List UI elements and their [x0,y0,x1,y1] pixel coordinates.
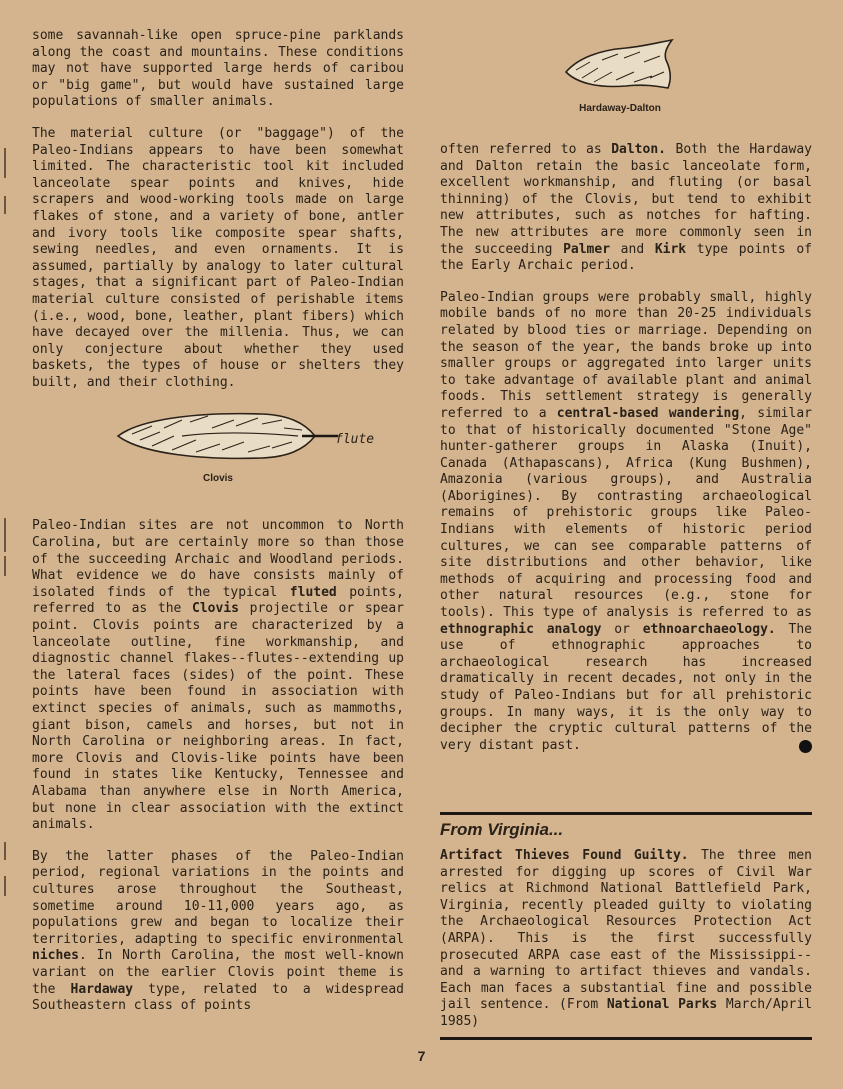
paragraph: Artifact Thieves Found Guilty. The three men arrested for digging up scores of Civil War relics at Richmond National Battlefield Park, Virginia, recently pleaded guilty to violating the Archaeological Resources Protection Act (ARPA). This is the first successfully prosecuted ARPA case east of the Mississippi--and a warning to artifact thieves and vandals. Each man faces a substantial fine and possible jail sentence. (From National Parks March/April 1985) [440,848,812,1029]
section-heading: From Virginia... [440,820,564,839]
left-column [32,28,404,1030]
margin-mark [4,148,6,178]
margin-mark [4,876,6,896]
news-headline: Artifact Thieves Found Guilty. [440,848,689,863]
paragraph: By the latter phases of the Paleo-Indian period, regional variations in the points and cultures arose throughout the Southeast, sometime around 10-11,000 years ago, as populations grew and began to localize their territories, adapting to specific environmental niches. In North Carolina, the most well-known variant on the earlier Clovis point theme is the Hardaway type, related to a widespread Southeastern class of points [32,848,404,1014]
margin-mark [4,556,6,576]
hardaway-dalton-illustration [560,38,680,100]
margin-mark [4,518,6,552]
hardaway-dalton-caption: Hardaway-Dalton [579,103,661,114]
hardaway-dalton-figure [540,38,700,122]
section-rule-bottom [440,1037,812,1040]
paragraph: Paleo-Indian groups were probably small, highly mobile bands of no more than 20-25 individuals related by blood ties or marriage. Depending on the season of the year, the bands broke up into smaller groups or aggregated into larger units to take advantage of available plant and animal foods. This settlement strategy is generally referred to a central-based wandering, similar to that of historically documented "Stone Age" hunter-gatherer groups in Alaska (Inuit), Canada (Athapascans), Africa (Kung Bushmen), Amazonia (various groups), and Australia (Aborigines). By contrasting archaeological remains of prehistoric groups like Paleo-Indians with elements of historic period cultures, we can see comparable patterns of site distributions and other behavior, like methods of acquiring and processing food and other natural resources (e.g., stone for tools). This type of analysis is referred to as ethnographic analogy or ethnoarchaeology. The use of ethnographic approaches to archaeological research has increased dramatically in recent decades, not only in the study of Paleo-Indians but for all prehistoric groups. In many ways, it is the only way to decipher the cryptic cultural patterns of the very distant past. [440,289,812,753]
margin-mark [4,842,6,860]
flute-label: flute [335,432,375,448]
clovis-point-figure [32,406,404,504]
clovis-caption: Clovis [202,473,233,485]
virginia-news-item [440,848,812,1031]
end-mark-bullet [799,740,812,753]
margin-mark [4,196,6,214]
paragraph: Paleo-Indian sites are not uncommon to North Carolina, but are certainly more so than those of the succeeding Archaic and Woodland periods. What evidence we do have consists mainly of isolated finds of the typical fluted points, referred to as the Clovis projectile or spear point. Clovis points are characterized by a lanceolate outline, fine workmanship, and diagnostic channel flakes--flutes--extending up the lateral faces (sides) of the point. These points have been found in association with extinct species of animals, such as mammoths, giant bison, camels and horses, but not in North Carolina or neighboring areas. In fact, more Clovis and Clovis-like points have been found in states like Kentucky, Tennessee and Alabama than anywhere else in North America, but none in clear association with the extinct animals. [32,518,404,833]
page-number: 7 [417,1048,426,1064]
right-column [440,142,812,769]
paragraph: The material culture (or "baggage") of the Paleo-Indians appears to have been somewhat limited. The characteristic tool kit included lanceolate spear points and knives, hide scrapers and wood-working tools made on large flakes of stone, and a variety of bone, antler and ivory tools like composite spear shafts, sewing needles, and even ornaments. It is assumed, partially by analogy to later cultural stages, that a significant part of Paleo-Indian material culture consisted of perishable items (i.e., wood, bone, leather, plant fibers) which have decayed over the millenia. Thus, we can only conjecture about whether they used baskets, the types of house or shelters they built, and their clothing. [32,125,404,390]
paragraph: often referred to as Dalton. Both the Hardaway and Dalton retain the basic lanceolate form, excellent workmanship, and fluting (or basal thinning) of the Clovis, but tend to exhibit new attributes, such as notches for hafting. The new attributes are more commonly seen in the succeeding Palmer and Kirk type points of the Early Archaic period. [440,142,812,274]
section-rule-top [440,812,812,815]
clovis-point-illustration [112,406,362,466]
paragraph: some savannah-like open spruce-pine parklands along the coast and mountains. These conditions may not have supported large herds of caribou or "big game", but would have sustained large populations of smaller animals. [32,28,404,110]
